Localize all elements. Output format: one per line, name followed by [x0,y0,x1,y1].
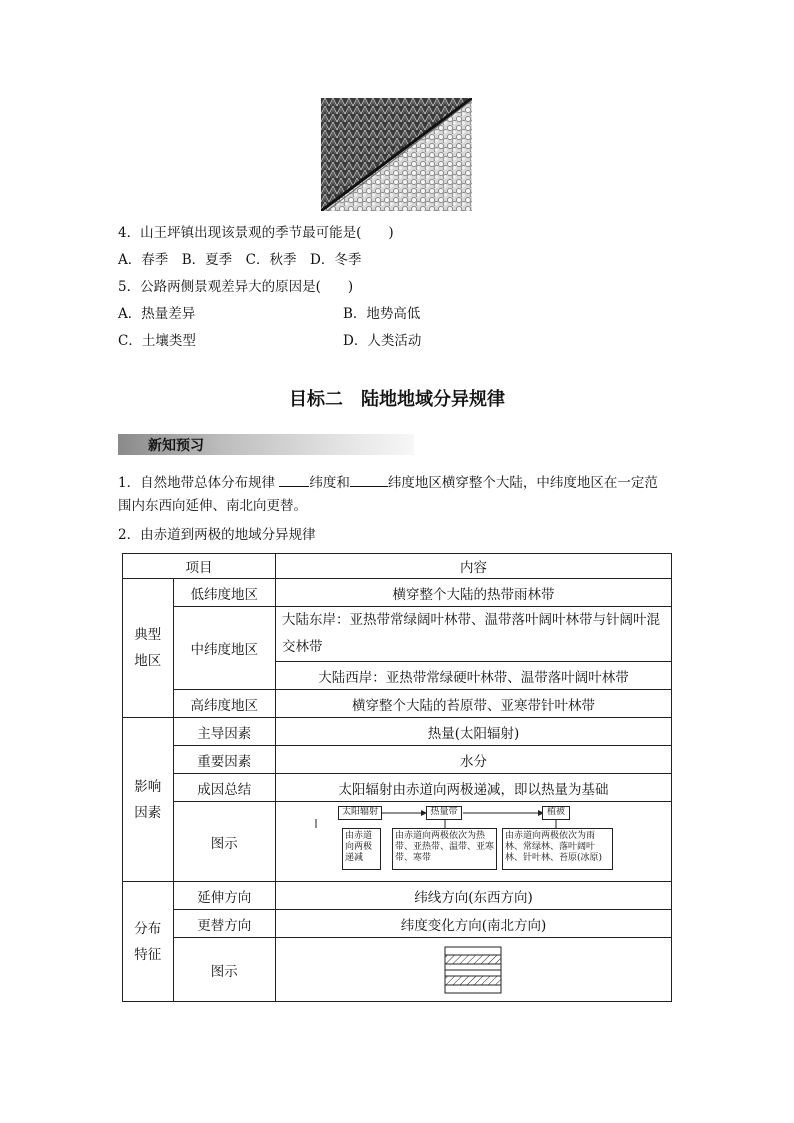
table-header-row [123,554,672,579]
landscape-photo [321,98,472,211]
mid-latitude-west-content: 大陆西岸：亚热带常绿硬叶林带、温带落叶阔叶林带 [275,662,671,690]
cause-content: 太阳辐射由赤道向两极递减，即以热量为基础 [275,774,671,802]
flow-desc-vegetation: 由赤道向两极依次为雨林、常绿林、落叶阔叶林、针叶林、苔原(冰原) [502,828,613,870]
flow-box-solar-radiation: 太阳辐射 [338,806,382,820]
item-1-text-b: 纬度和 [309,475,350,491]
question-5: 5．公路两侧景观差异大的原因是( ) [118,279,354,295]
table-row [123,910,672,938]
header-content: 内容 [275,554,671,579]
row-label-mid-latitude: 中纬度地区 [173,607,275,690]
fill-blank-2[interactable] [350,472,388,487]
regional-differentiation-table [122,553,672,1002]
table-row [123,938,672,1002]
latitudinal-zones-diagram [443,945,503,995]
table-row [123,746,672,774]
row-label-main-factor: 主导因素 [173,718,275,746]
row-label-diagram: 图示 [173,802,275,882]
table-row [123,802,672,882]
question-5-option-b: B．地势高低 [343,306,421,322]
row-label-diagram-2: 图示 [173,938,275,1002]
flow-desc-radiation: 由赤道向两极递减 [342,828,381,870]
item-1-text-a: 1．自然地带总体分布规律 [118,475,276,491]
group-distribution-features: 分布 特征 [123,882,174,1002]
section-banner [118,434,414,455]
header-item: 项目 [123,554,276,579]
group-influencing-factors: 影响 因素 [123,718,174,882]
flow-box-vegetation: 植被 [542,806,570,820]
question-5-option-d: D．人类活动 [343,333,422,349]
row-label-extend-direction: 延伸方向 [173,882,275,910]
table-row [123,607,672,662]
item-1-line-2: 围内东西向延伸、南北向更替。 [118,498,307,514]
item-1-text-c: 纬度地区横穿整个大陆，中纬度地区在一定范 [387,475,658,491]
low-latitude-content: 横穿整个大陆的热带雨林带 [275,579,671,607]
fill-blank-1[interactable] [279,472,309,487]
row-label-high-latitude: 高纬度地区 [173,690,275,718]
table-row [123,579,672,607]
question-5-option-a: A．热量差异 [118,306,196,322]
important-factor-content: 水分 [275,746,671,774]
replace-direction-content: 纬度变化方向(南北方向) [275,910,671,938]
row-label-low-latitude: 低纬度地区 [173,579,275,607]
row-label-cause: 成因总结 [173,774,275,802]
question-5-option-c: C．土壤类型 [118,333,196,349]
flow-diagram [276,802,671,881]
group-typical-regions: 典型 地区 [123,579,174,718]
question-4: 4．山王坪镇出现该景观的季节最可能是( ) [118,225,394,241]
high-latitude-content: 横穿整个大陆的苔原带、亚寒带针叶林带 [275,690,671,718]
row-label-important-factor: 重要因素 [173,746,275,774]
table-row [123,774,672,802]
extend-direction-content: 纬线方向(东西方向) [275,882,671,910]
flow-box-heat-zone: 热量带 [426,806,462,820]
question-4-options: A．春季 B．夏季 C．秋季 D．冬季 [118,252,362,268]
item-1 [118,472,658,492]
section-title: 目标二 陆地地域分异规律 [289,389,505,410]
table-row [123,690,672,718]
banner-label: 新知预习 [148,438,204,454]
zone-diagram-cell [275,938,671,1002]
table-row [123,882,672,910]
flow-desc-heat-zone: 由赤道向两极依次为热带、亚热带、温带、亚寒带、寒带 [392,828,497,870]
table-row [123,718,672,746]
item-2: 2．由赤道到两极的地域分异规律 [118,527,316,543]
flow-diagram-cell [275,802,671,882]
mid-latitude-east-content: 大陆东岸：亚热带常绿阔叶林带、温带落叶阔叶林带与针阔叶混交林带 [275,607,671,662]
main-factor-content: 热量(太阳辐射) [275,718,671,746]
row-label-replace-direction: 更替方向 [173,910,275,938]
